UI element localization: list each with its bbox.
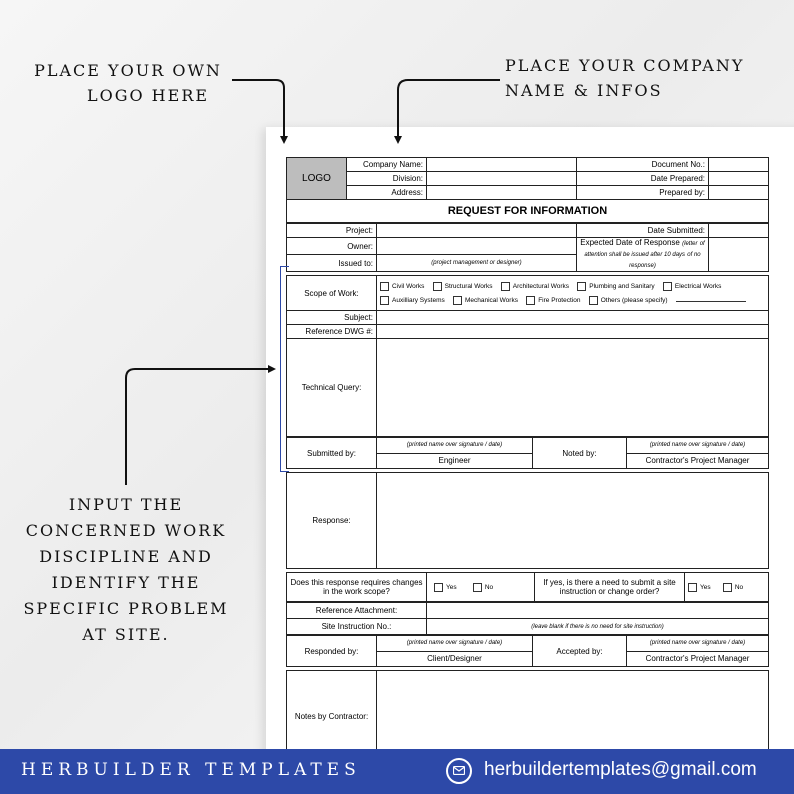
prepared-by-field[interactable]: [709, 186, 769, 200]
scope-option[interactable]: [526, 294, 580, 307]
date-submitted-label: Date Submitted:: [577, 224, 709, 238]
company-name-label: Company Name:: [347, 158, 427, 172]
scope-option-label: Others (please specify): [600, 297, 668, 304]
subject-label: Subject:: [287, 311, 377, 325]
accepted-printed-note[interactable]: (printed name over signature / date): [627, 636, 769, 652]
callout-logo-line2: LOGO HERE: [86, 86, 210, 105]
scope-option-label: Plumbing and Sanitary: [589, 283, 655, 290]
reference-dwg-label: Reference DWG #:: [287, 325, 377, 339]
checkbox-icon: [577, 282, 586, 291]
query-bracket: [280, 266, 289, 472]
form-page: [266, 127, 794, 767]
changes-question: Does this response requires changes in the work scope?: [287, 573, 427, 602]
checkbox-icon: [453, 296, 462, 305]
scope-option[interactable]: [589, 294, 668, 307]
technical-query-label: Technical Query:: [287, 339, 377, 437]
callout-input-line: SPECIFIC PROBLEM: [23, 599, 229, 618]
site-instruction-label: Site Instruction No.:: [287, 619, 427, 635]
client-designer-label: Client/Designer: [377, 651, 533, 667]
checkbox-icon: [723, 583, 732, 592]
date-submitted-field[interactable]: [709, 224, 769, 238]
checkbox-icon: [526, 296, 535, 305]
checkbox-icon: [501, 282, 510, 291]
yes-label: Yes: [446, 584, 457, 592]
reference-dwg-field[interactable]: [377, 325, 769, 339]
callout-input-line: INPUT THE: [68, 495, 184, 514]
owner-label: Owner:: [287, 238, 377, 255]
callout-logo-line1: PLACE YOUR OWN: [34, 61, 222, 80]
checkbox-icon: [433, 282, 442, 291]
changes-yes[interactable]: [434, 583, 457, 592]
response-field[interactable]: [377, 473, 769, 569]
responded-printed-note[interactable]: (printed name over signature / date): [377, 636, 533, 652]
accepted-pm-label: Contractor's Project Manager: [627, 651, 769, 667]
address-label: Address:: [347, 186, 427, 200]
scope-option-label: Structural Works: [444, 283, 493, 290]
checkbox-icon: [473, 583, 482, 592]
changes-table: [286, 572, 769, 602]
response-table: [286, 472, 769, 569]
submitted-by-label: Submitted by:: [287, 438, 377, 469]
callout-input-line: DISCIPLINE AND: [39, 547, 213, 566]
contact-email[interactable]: herbuildertemplates@gmail.com: [484, 759, 757, 780]
callout-input: [20, 492, 232, 648]
callout-company-line1: PLACE YOUR COMPANY: [505, 56, 745, 75]
date-prepared-field[interactable]: [709, 172, 769, 186]
expected-date-note-a: (letter: [682, 241, 698, 247]
checkbox-icon: [589, 296, 598, 305]
document-no-label: Document No.:: [577, 158, 709, 172]
reference-attachment-field[interactable]: [427, 603, 769, 619]
noted-by-label: Noted by:: [533, 438, 627, 469]
company-name-field[interactable]: [427, 158, 577, 172]
responded-table: [286, 635, 769, 667]
callout-company: [505, 53, 744, 103]
checkbox-icon: [434, 583, 443, 592]
site-instruction-note[interactable]: (leave blank if there is no need for site instruction): [427, 619, 769, 635]
scope-option[interactable]: [577, 280, 654, 293]
date-prepared-label: Date Prepared:: [577, 172, 709, 186]
submitted-printed-note[interactable]: (printed name over signature / date): [377, 438, 533, 454]
footer-bar: [0, 749, 794, 794]
callout-input-line: CONCERNED WORK: [25, 521, 227, 540]
header-table: [286, 157, 769, 223]
contractor-pm-label: Contractor's Project Manager: [627, 453, 769, 469]
changes-options: [427, 573, 535, 602]
address-field[interactable]: [427, 186, 577, 200]
no-label: No: [484, 584, 494, 592]
scope-option[interactable]: [380, 280, 424, 293]
division-label: Division:: [347, 172, 427, 186]
scope-option-label: Auxilliary Systems: [392, 297, 445, 304]
checkbox-icon: [663, 282, 672, 291]
others-specify-line[interactable]: [676, 301, 746, 302]
issued-to-note[interactable]: (project management or designer): [377, 255, 577, 272]
rfi-form: [286, 157, 768, 762]
scope-option-label: Fire Protection: [538, 297, 581, 304]
prepared-by-label: Prepared by:: [577, 186, 709, 200]
division-field[interactable]: [427, 172, 577, 186]
reference-attachment-label: Reference Attachment:: [287, 603, 427, 619]
instruction-yes[interactable]: [688, 583, 711, 592]
scope-option[interactable]: [663, 280, 721, 293]
attachment-table: [286, 602, 769, 635]
expected-date-label: [577, 238, 709, 272]
document-no-field[interactable]: [709, 158, 769, 172]
accepted-by-label: Accepted by:: [533, 636, 627, 667]
instruction-options: [685, 573, 769, 602]
checkbox-icon: [380, 282, 389, 291]
instruction-question: If yes, is there a need to submit a site instruction or change order?: [535, 573, 685, 602]
issued-to-label: Issued to:: [287, 255, 377, 272]
query-table: [286, 275, 769, 437]
brand-name: HERBUILDER TEMPLATES: [21, 760, 361, 780]
callout-logo: [28, 58, 228, 108]
project-label: Project:: [287, 224, 377, 238]
callout-input-line: IDENTIFY THE: [51, 573, 201, 592]
responded-by-label: Responded by:: [287, 636, 377, 667]
scope-option-label: Architectural Works: [512, 283, 570, 290]
project-table: [286, 223, 769, 272]
owner-field[interactable]: [377, 238, 577, 255]
changes-no[interactable]: [473, 583, 493, 592]
subject-field[interactable]: [377, 311, 769, 325]
noted-printed-note[interactable]: (printed name over signature / date): [627, 438, 769, 454]
scope-option-label: Mechanical Works: [464, 297, 518, 304]
expected-date-field[interactable]: [709, 238, 769, 272]
scope-label: Scope of Work:: [287, 276, 377, 311]
scope-option[interactable]: [433, 280, 493, 293]
scope-option[interactable]: [380, 294, 445, 307]
yes-label: Yes: [700, 584, 711, 592]
form-title: REQUEST FOR INFORMATION: [287, 200, 769, 223]
callout-company-line2: NAME & INFOS: [505, 81, 663, 100]
scope-option-label: Electrical Works: [674, 283, 722, 290]
response-label: Response:: [287, 473, 377, 569]
scope-option-label: Civil Works: [392, 283, 425, 290]
instruction-no[interactable]: [723, 583, 743, 592]
project-field[interactable]: [377, 224, 577, 238]
callout-input-line: AT SITE.: [82, 625, 170, 644]
engineer-label: Engineer: [377, 453, 533, 469]
scope-option[interactable]: [453, 294, 518, 307]
checkbox-icon: [688, 583, 697, 592]
mail-icon: [446, 758, 472, 784]
scope-option[interactable]: [501, 280, 569, 293]
scope-options: [377, 276, 769, 311]
technical-query-field[interactable]: [377, 339, 769, 437]
expected-date-text: Expected Date of Response: [580, 238, 680, 247]
expected-date-note-c: of no response): [629, 252, 701, 269]
notes-contractor-label: Notes by Contractor:: [287, 671, 377, 762]
notes-contractor-field[interactable]: [377, 671, 769, 762]
checkbox-icon: [380, 296, 389, 305]
expected-date-note-b: of attention shall be issued after 10 days: [584, 241, 705, 258]
no-label: No: [734, 584, 744, 592]
submitted-table: [286, 437, 769, 469]
logo-placeholder: LOGO: [287, 158, 347, 200]
